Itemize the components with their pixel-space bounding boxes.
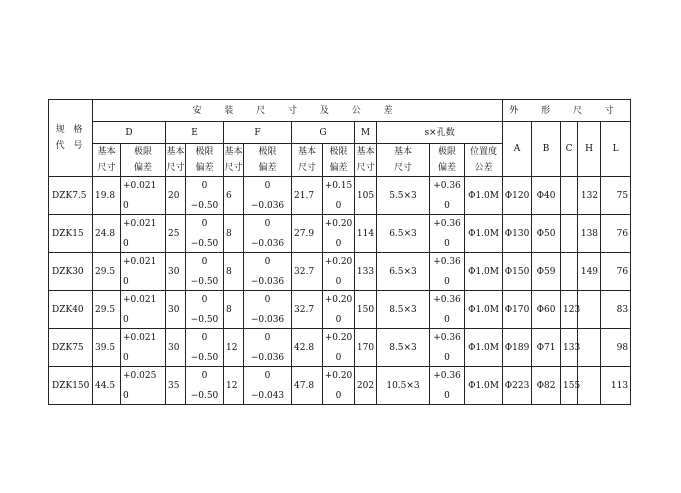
D-dev-cell [121,215,166,253]
S-dev-cell [430,291,465,329]
basic-line1: 基本 [393,147,412,157]
G-dev-cell [323,253,355,291]
spec-code-cell: DZK150 [49,367,93,405]
G-dev-cell-upper: +0.20 [324,332,353,343]
C-cell: 155 [561,367,578,405]
E-basic-cell: 30 [166,329,186,367]
F-dev-cell-upper: 0 [264,370,271,381]
G-dev-cell-lower: 0 [335,276,342,287]
M-basic-cell: 202 [355,367,377,405]
postol-line1: 位置度 [470,147,498,157]
S-dev-cell-upper: +0.36 [433,180,461,191]
spec-code-cell: DZK30 [49,253,93,291]
F-basic-cell: 8 [224,215,244,253]
D-dev-cell-upper: +0.021 [123,332,157,343]
G-dev-cell-upper: +0.20 [324,294,353,305]
D-basic-cell: 44.5 [93,367,121,405]
B-cell: Φ71 [532,329,561,367]
group-M-header: M [355,122,377,144]
E-dev-cell-upper: 0 [201,256,208,267]
S-dev-cell-lower: 0 [444,200,450,211]
G-dev-cell-lower: 0 [335,314,342,325]
group-E-header: E [166,122,224,144]
dev-line2: 偏差 [133,163,152,173]
position-tol-header [465,144,503,177]
F-dev-cell-lower: −0.036 [250,352,285,363]
M-basic-cell: 170 [355,329,377,367]
L-cell: 76 [601,215,631,253]
spec-code-header-line1: 规 格 [55,125,86,135]
dev-line1: 极限 [437,147,456,157]
D-basic-cell: 29.5 [93,253,121,291]
C-cell [561,215,578,253]
basic-line1: 基本 [224,147,243,157]
E-dev-cell-upper: 0 [201,218,208,229]
D-dev-cell-upper: +0.021 [123,294,157,305]
L-cell: 113 [601,367,631,405]
col-H-header: H [578,122,601,177]
F-dev-cell [244,329,292,367]
position-tol-cell: Φ1.0M [465,367,503,405]
E-basic-cell: 20 [166,177,186,215]
C-cell [561,177,578,215]
E-dev-cell [186,329,224,367]
E-dev-cell-lower: −0.50 [190,238,219,249]
D-basic-cell: 29.5 [93,291,121,329]
F-dev-header [244,144,292,177]
H-cell: 138 [578,215,601,253]
A-cell: Φ120 [503,177,532,215]
S-dev-cell-upper: +0.36 [433,332,461,343]
D-dev-cell-lower: 0 [123,238,129,249]
D-dev-cell-lower: 0 [123,200,129,211]
group-D-header: D [93,122,166,144]
F-dev-cell-lower: −0.043 [250,390,285,401]
S-basic-cell: 6.5×3 [377,215,430,253]
E-dev-cell-upper: 0 [201,370,208,381]
outline-dimensions-header: 外 形 尺 寸 [503,100,631,122]
S-basic-header [377,144,430,177]
S-basic-cell: 8.5×3 [377,291,430,329]
G-dev-cell-lower: 0 [335,238,342,249]
table-row [49,253,631,291]
dev-line1: 极限 [195,147,214,157]
G-dev-cell-upper: +0.20 [324,370,353,381]
col-A-header: A [503,122,532,177]
E-dev-cell-upper: 0 [201,294,208,305]
E-dev-cell-lower: −0.50 [190,314,219,325]
S-dev-cell-lower: 0 [444,314,450,325]
G-basic-cell: 32.7 [292,291,323,329]
S-dev-cell-lower: 0 [444,238,450,249]
H-cell: 132 [578,177,601,215]
D-dev-cell-lower: 0 [123,390,129,401]
A-cell: Φ223 [503,367,532,405]
dev-line1: 极限 [258,147,277,157]
G-basic-cell: 27.9 [292,215,323,253]
S-basic-cell: 10.5×3 [377,367,430,405]
L-cell: 98 [601,329,631,367]
F-dev-cell [244,177,292,215]
D-dev-cell-upper: +0.021 [123,180,157,191]
E-dev-cell-upper: 0 [201,180,208,191]
G-dev-cell-upper: +0.20 [324,256,353,267]
S-dev-cell [430,253,465,291]
dev-line2: 偏差 [195,163,214,173]
F-dev-cell-lower: −0.036 [250,238,285,249]
G-basic-cell: 21.7 [292,177,323,215]
S-dev-cell [430,367,465,405]
S-dev-cell-upper: +0.36 [433,218,461,229]
spec-code-cell: DZK40 [49,291,93,329]
D-dev-cell [121,367,166,405]
E-basic-cell: 25 [166,215,186,253]
S-basic-cell: 6.5×3 [377,253,430,291]
spec-code-cell: DZK7.5 [49,177,93,215]
B-cell: Φ59 [532,253,561,291]
F-dev-cell-upper: 0 [264,256,271,267]
D-dev-cell [121,291,166,329]
F-basic-cell: 8 [224,253,244,291]
L-cell: 76 [601,253,631,291]
basic-line2: 尺寸 [166,163,185,173]
S-dev-cell-lower: 0 [444,352,450,363]
A-cell: Φ150 [503,253,532,291]
D-dev-cell [121,177,166,215]
D-dev-cell [121,329,166,367]
F-dev-cell [244,367,292,405]
position-tol-cell: Φ1.0M [465,291,503,329]
dev-line2: 偏差 [258,163,277,173]
table-row [49,291,631,329]
install-dimensions-header: 安 装 尺 寸 及 公 差 [93,100,503,122]
A-cell: Φ130 [503,215,532,253]
S-dev-cell-lower: 0 [444,390,450,401]
postol-line2: 公差 [474,163,493,173]
S-dev-header [430,144,465,177]
dev-line2: 偏差 [437,163,456,173]
D-dev-header [121,144,166,177]
table-row [49,329,631,367]
F-basic-cell: 8 [224,291,244,329]
E-dev-cell-lower: −0.50 [190,390,219,401]
G-dev-cell [323,367,355,405]
S-basic-cell: 8.5×3 [377,329,430,367]
S-dev-cell-lower: 0 [444,276,450,287]
G-dev-cell [323,291,355,329]
spec-code-header-line2: 代 号 [55,141,86,151]
E-dev-header [186,144,224,177]
G-dev-cell-lower: 0 [335,390,342,401]
basic-line1: 基本 [166,147,185,157]
D-basic-cell: 19.8 [93,177,121,215]
E-basic-header [166,144,186,177]
E-dev-cell [186,367,224,405]
D-dev-cell-lower: 0 [123,276,129,287]
E-dev-cell [186,253,224,291]
table-row [49,367,631,405]
B-cell: Φ82 [532,367,561,405]
E-basic-cell: 35 [166,367,186,405]
table-row [49,177,631,215]
dimension-table [48,99,631,405]
H-cell [578,329,601,367]
F-dev-cell-upper: 0 [264,332,271,343]
E-basic-cell: 30 [166,253,186,291]
basic-line2: 尺寸 [224,163,243,173]
S-dev-cell-upper: +0.36 [433,256,461,267]
G-basic-header [292,144,323,177]
B-cell: Φ40 [532,177,561,215]
B-cell: Φ50 [532,215,561,253]
F-basic-cell: 12 [224,329,244,367]
G-dev-cell-upper: +0.20 [324,218,353,229]
G-dev-cell-lower: 0 [335,352,342,363]
E-dev-cell-lower: −0.50 [190,276,219,287]
basic-line1: 基本 [297,147,316,157]
group-G-header: G [292,122,355,144]
D-dev-cell-upper: +0.021 [123,218,157,229]
H-cell [578,291,601,329]
C-cell: 123 [561,291,578,329]
group-F-header: F [224,122,292,144]
L-cell: 75 [601,177,631,215]
H-cell: 149 [578,253,601,291]
F-dev-cell-upper: 0 [264,294,271,305]
A-cell: Φ170 [503,291,532,329]
position-tol-cell: Φ1.0M [465,177,503,215]
F-basic-cell: 6 [224,177,244,215]
F-basic-header [224,144,244,177]
G-dev-cell-upper: +0.15 [324,180,353,191]
E-basic-cell: 30 [166,291,186,329]
D-basic-header [93,144,121,177]
M-basic-cell: 105 [355,177,377,215]
basic-line2: 尺寸 [393,163,412,173]
G-basic-cell: 47.8 [292,367,323,405]
dev-line1: 极限 [329,147,348,157]
F-dev-cell-lower: −0.036 [250,276,285,287]
E-dev-cell [186,291,224,329]
position-tol-cell: Φ1.0M [465,329,503,367]
basic-line2: 尺寸 [356,163,375,173]
G-dev-header [323,144,355,177]
E-dev-cell-lower: −0.50 [190,352,219,363]
G-basic-cell: 32.7 [292,253,323,291]
H-cell [578,367,601,405]
S-basic-cell: 5.5×3 [377,177,430,215]
C-cell: 133 [561,329,578,367]
F-basic-cell: 12 [224,367,244,405]
D-dev-cell-lower: 0 [123,352,129,363]
F-dev-cell [244,215,292,253]
dev-line2: 偏差 [329,163,348,173]
spec-code-cell: DZK15 [49,215,93,253]
G-basic-cell: 42.8 [292,329,323,367]
E-dev-cell [186,215,224,253]
group-S-header: s×孔数 [377,122,503,144]
col-C-header: C [561,122,578,177]
D-dev-cell [121,253,166,291]
F-dev-cell [244,291,292,329]
F-dev-cell-lower: −0.036 [250,314,285,325]
D-dev-cell-upper: +0.025 [123,370,157,381]
col-L-header: L [601,122,631,177]
G-dev-cell-lower: 0 [335,200,342,211]
F-dev-cell [244,253,292,291]
C-cell [561,253,578,291]
table-row [49,215,631,253]
F-dev-cell-lower: −0.036 [250,200,285,211]
S-dev-cell-upper: +0.36 [433,370,461,381]
G-dev-cell [323,177,355,215]
M-basic-cell: 133 [355,253,377,291]
basic-line1: 基本 [97,147,116,157]
E-dev-cell-upper: 0 [201,332,208,343]
basic-line2: 尺寸 [97,163,116,173]
basic-line2: 尺寸 [297,163,316,173]
D-basic-cell: 24.8 [93,215,121,253]
col-B-header: B [532,122,561,177]
M-basic-cell: 150 [355,291,377,329]
dev-line1: 极限 [133,147,152,157]
E-dev-cell [186,177,224,215]
position-tol-cell: Φ1.0M [465,253,503,291]
A-cell: Φ189 [503,329,532,367]
F-dev-cell-upper: 0 [264,218,271,229]
G-dev-cell [323,215,355,253]
B-cell: Φ60 [532,291,561,329]
basic-line1: 基本 [356,147,375,157]
M-basic-header [355,144,377,177]
L-cell: 83 [601,291,631,329]
D-dev-cell-lower: 0 [123,314,129,325]
E-dev-cell-lower: −0.50 [190,200,219,211]
F-dev-cell-upper: 0 [264,180,271,191]
G-dev-cell [323,329,355,367]
S-dev-cell [430,215,465,253]
S-dev-cell [430,177,465,215]
D-basic-cell: 39.5 [93,329,121,367]
S-dev-cell-upper: +0.36 [433,294,461,305]
position-tol-cell: Φ1.0M [465,215,503,253]
spec-code-cell: DZK75 [49,329,93,367]
S-dev-cell [430,329,465,367]
spec-code-header [49,100,93,177]
D-dev-cell-upper: +0.021 [123,256,157,267]
M-basic-cell: 114 [355,215,377,253]
